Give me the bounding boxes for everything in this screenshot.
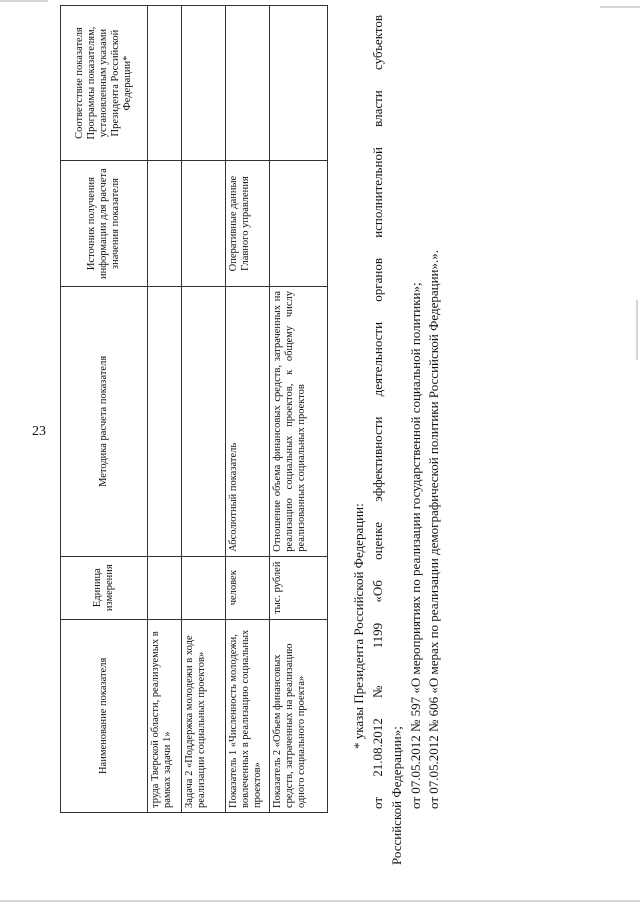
- cell-information-source: [270, 161, 328, 287]
- cell-information-source: Оперативные данные Главного управления: [226, 161, 270, 287]
- footnote-decree-1199: от 21.08.2012 № 1199 «Об оценке эффективности деятельности органов исполнительной власти субъектов: [369, 15, 385, 809]
- page-number: 23: [32, 424, 46, 439]
- cell-unit: [182, 556, 226, 619]
- table-row: [148, 6, 182, 813]
- cell-decree-compliance: [270, 6, 328, 161]
- cell-calculation-method: [182, 287, 226, 557]
- cell-information-source: [182, 161, 226, 287]
- header-indicator-name: Наименование показателя: [61, 619, 148, 812]
- table-header-row: [61, 6, 148, 813]
- header-calculation-method: Методика расчета показателя: [61, 287, 148, 557]
- footnote-decree-1199-continuation: Российской Федерации»;: [388, 726, 404, 865]
- indicators-table: [60, 5, 328, 813]
- table-row: [270, 6, 328, 813]
- cell-decree-compliance: [148, 6, 182, 161]
- table-row: [226, 6, 270, 813]
- header-unit: Единица измерения: [61, 556, 148, 619]
- cell-information-source: [148, 161, 182, 287]
- footnote-heading: * указы Президента Российской Федерации:: [351, 503, 366, 749]
- cell-indicator-name: Показатель 2 «Объем финансовых средств, затраченных на реализацию одного социального проекта»: [270, 619, 328, 812]
- footnote-decree-597: от 07.05.2012 № 597 «О мероприятиях по реализации государственной социальной политики»;: [407, 282, 423, 809]
- cell-decree-compliance: [226, 6, 270, 161]
- cell-unit: человек: [226, 556, 270, 619]
- cell-indicator-name: труда Тверской области, реализуемых в рамках задачи 1»: [148, 619, 182, 812]
- cell-calculation-method: Абсолютный показатель: [226, 287, 270, 557]
- cell-calculation-method: [148, 287, 182, 557]
- header-decree-compliance: Соответствие показателя Программы показателям, установленным указами Президента Российской Федерации*: [61, 6, 148, 161]
- footnote-decree-606: от 07.05.2012 № 606 «О мерах по реализации демографической политики Российской Федерации».».: [426, 249, 442, 809]
- cell-indicator-name: Задача 2 «Поддержка молодежи в ходе реализации социальных проектов»: [182, 619, 226, 812]
- cell-unit: тыс. рублей: [270, 556, 328, 619]
- header-information-source: Источник получения информации для расчета значения показателя: [61, 161, 148, 287]
- footnotes: [350, 15, 444, 865]
- cell-indicator-name: Показатель 1 «Численность молодежи, вовлеченных в реализацию социальных проектов»: [226, 619, 270, 812]
- cell-decree-compliance: [182, 6, 226, 161]
- cell-unit: [148, 556, 182, 619]
- cell-calculation-method: Отношение объема финансовых средств, затраченных на реализацию социальных проектов, к общему числу реализованных социальных проектов: [270, 287, 328, 557]
- table-row: [182, 6, 226, 813]
